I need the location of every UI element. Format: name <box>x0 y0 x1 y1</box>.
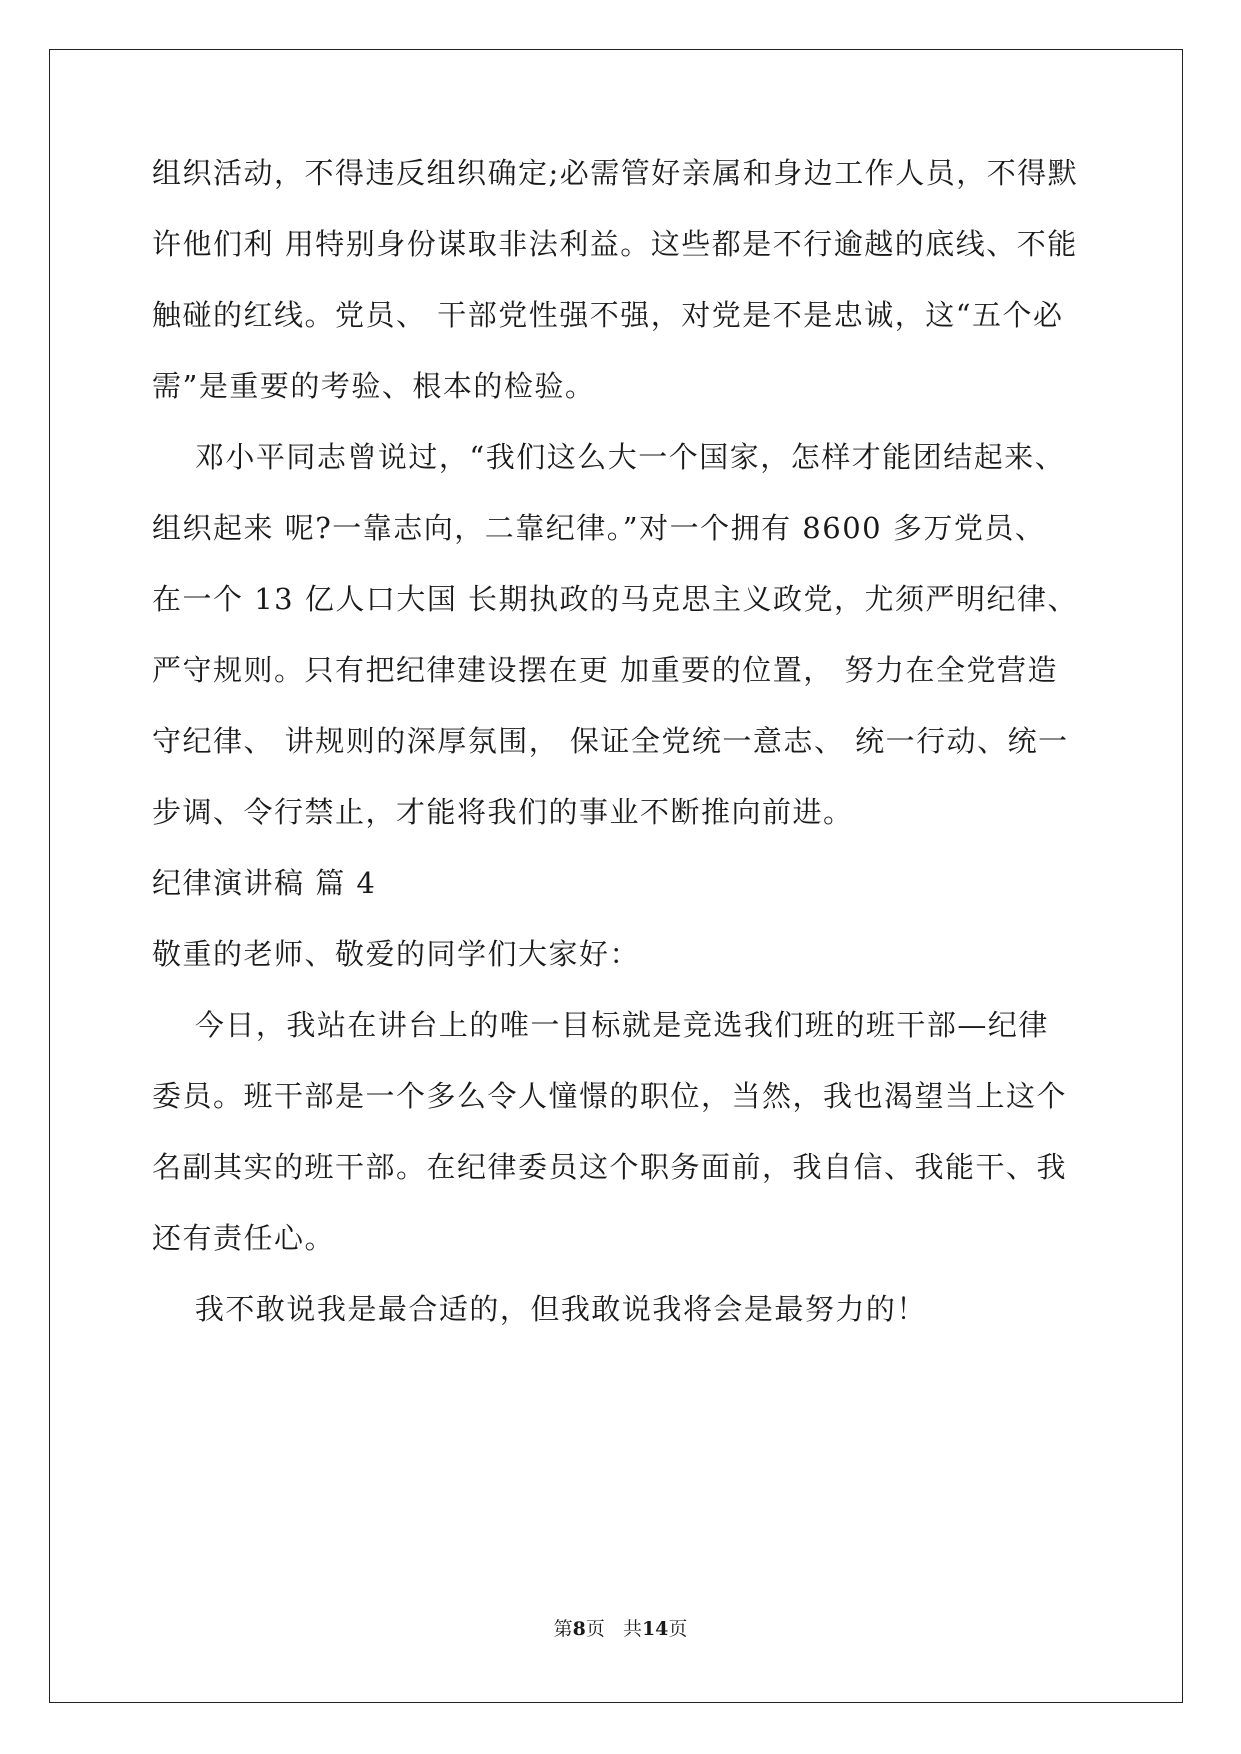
salutation: 敬重的老师、敬爱的同学们大家好： <box>152 937 641 971</box>
text-line: 组织活动，不得违反组织确定;必需管好亲属和身边工作人员，不得默 <box>152 156 1079 190</box>
footer-suffix: 页 <box>668 1618 688 1640</box>
text-line: 组织起来 呢?一靠志向，二靠纪律。”对一个拥有 8600 多万党员、 <box>152 511 1046 545</box>
text-line: 需”是重要的考验、根本的检验。 <box>152 369 596 403</box>
footer-mid: 页 共 <box>585 1618 642 1640</box>
text-line: 严守规则。只有把纪律建设摆在更 加重要的位置， 努力在全党营造 <box>152 653 1058 687</box>
section-heading: 纪律演讲稿 篇 4 <box>152 866 377 900</box>
text-line: 委员。班干部是一个多么令人憧憬的职位，当然，我也渴望当上这个 <box>152 1079 1068 1113</box>
text-line: 在一个 13 亿人口大国 长期执政的马克思主义政党，尤须严明纪律、 <box>152 582 1079 616</box>
text-line: 守纪律、 讲规则的深厚氛围， 保证全党统一意志、 统一行动、统一 <box>152 724 1069 758</box>
text-line: 步调、令行禁止，才能将我们的事业不断推向前进。 <box>152 795 854 829</box>
page-footer <box>0 1617 1241 1641</box>
text-line: 触碰的红线。党员、 干部党性强不强，对党是不是忠诚，这“五个必 <box>152 298 1064 332</box>
text-line: 我不敢说我是最合适的，但我敢说我将会是最努力的！ <box>152 1292 927 1326</box>
footer-prefix: 第 <box>553 1618 573 1640</box>
text-line: 还有责任心。 <box>152 1221 336 1255</box>
text-line: 今日，我站在讲台上的唯一目标就是竞选我们班的班干部—纪律 <box>152 1008 1049 1042</box>
text-line: 许他们利 用特别身份谋取非法利益。这些都是不行逾越的底线、不能 <box>152 227 1078 261</box>
current-page-number: 8 <box>572 1618 586 1640</box>
total-page-number: 14 <box>641 1618 669 1640</box>
text-line: 邓小平同志曾说过，“我们这么大一个国家，怎样才能团结起来、 <box>152 440 1066 474</box>
text-line: 名副其实的班干部。在纪律委员这个职务面前，我自信、我能干、我 <box>152 1150 1068 1184</box>
